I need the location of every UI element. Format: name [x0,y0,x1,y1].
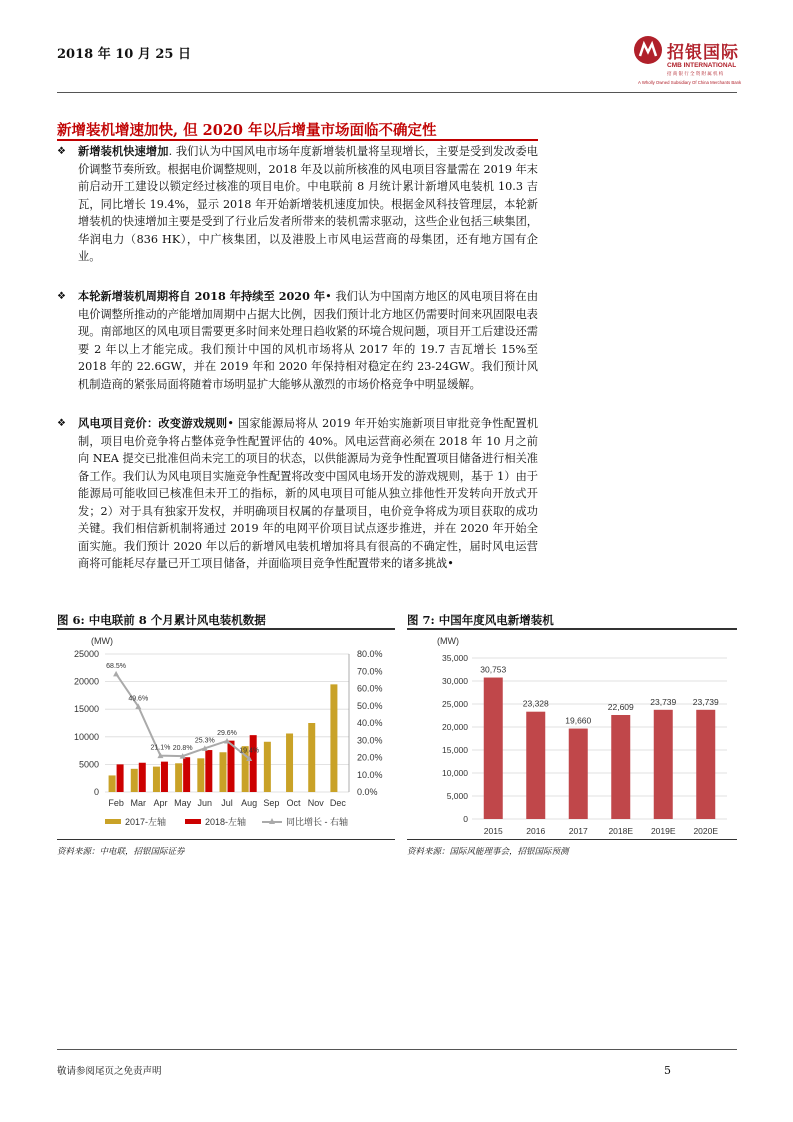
growth-data-label: 29.6% [217,729,237,737]
figure6-bottom-rule [57,839,395,840]
paragraph-3 [57,415,538,573]
bar-2017 [308,723,315,792]
y-left-tick-label: 15000 [73,704,99,715]
legend-label-2017: 2017-左轴 [125,817,167,827]
logo-text: 招银国际 [667,43,739,63]
x-tick-label: 2019E [650,826,676,836]
bar-2017 [330,684,337,792]
diamond-bullet-icon: ❖ [57,418,66,429]
bar-2018 [161,762,168,792]
y-right-tick-label: 30.0% [357,735,383,746]
bar-2018 [183,757,190,792]
paragraph-text: . 我们认为中国风电市场年度新增装机量将呈现增长，主要是受到发改委电价调整节奏所致。根据电价调整规则，2018 年及以前所核准的风电项目容量需在 2019 年末前启动开工建设以锁定经过核准的项目电价。中电联前 8 月统计累计新增风电装机 10.3 吉瓦，同比增长 19.4%，显示 2018 年开始新增装机速度加快。根据金风科技管理层，本轮新增装机的快速增加主要是受到了行业后发者所带来的装机需求驱动，这些企业包括三峡集团，华润电力（836 HK），中广核集团，以及港股上市风电运营商的母集团，还有地方国有企业。 [78,145,538,263]
growth-data-label: 68.5% [106,662,127,670]
bar [654,710,673,819]
y-right-tick-label: 10.0% [357,769,383,780]
bar-2017 [153,767,160,792]
y-left-tick-label: 20000 [73,676,99,687]
footer-divider [57,1049,737,1050]
x-tick-label: Nov [307,798,324,808]
x-tick-label: Jun [197,798,213,808]
legend-swatch-2017 [105,819,121,824]
bar-data-label: 22,609 [607,701,634,712]
y-right-tick-label: 50.0% [357,700,383,711]
diamond-bullet-icon: ❖ [57,146,66,157]
bar-2018 [228,741,235,792]
report-date: 2018 年 10 月 25 日 [57,47,191,62]
paragraph-lead: 风电项目竞价：改变游戏规则 [78,416,228,430]
x-tick-label: Mar [130,798,147,808]
y-right-tick-label: 80.0% [357,649,383,659]
x-tick-label: 2020E [693,826,719,836]
figure6-source: 资料来源：中电联，招银国际证券 [57,847,185,857]
legend-label-growth: 同比增长 - 右轴 [286,817,348,827]
x-tick-label: 2017 [568,826,588,836]
x-tick-label: 2016 [526,826,546,836]
growth-data-label: 20.8% [172,745,193,753]
figure7-bottom-rule [407,839,737,840]
bar-data-label: 30,753 [480,664,507,675]
y-right-tick-label: 60.0% [357,683,383,694]
diamond-bullet-icon: ❖ [57,291,66,302]
bar-2018 [139,763,146,792]
legend-label-2018: 2018-左轴 [205,817,247,827]
bar [484,678,503,819]
legend-swatch-2018 [185,819,201,824]
growth-data-label: 25.3% [194,737,215,745]
y-tick-label: 20,000 [442,722,468,732]
paragraph-lead: 本轮新增装机周期将自 2018 年持续至 2020 年 [78,289,326,303]
bar-data-label: 23,739 [650,696,677,707]
y-tick-label: 10,000 [442,768,468,778]
y-tick-label: 15,000 [442,745,468,755]
bar-2018 [117,764,124,792]
bar [569,729,588,819]
y-left-tick-label: 5000 [78,759,99,770]
bar-2017 [109,775,116,792]
figure6-rule [57,628,395,630]
bar-2018 [205,750,212,792]
figure6-chart [57,632,395,837]
bar-2017 [131,769,138,792]
page-number: 5 [664,1064,671,1077]
y-right-tick-label: 20.0% [357,752,383,763]
bar-2017 [220,752,227,792]
figure7-unit-label: (MW) [437,636,459,646]
x-tick-label: May [174,798,192,808]
bar [526,712,545,819]
disclaimer-note: 敬请参阅尾页之免责声明 [57,1066,162,1077]
paragraph-text: • 国家能源局将从 2019 年开始实施新项目审批竞争性配置机制，项目电价竞争将占整体竞争性配置评估的 40%。风电运营商必须在 2018 年 10 月之前向 NEA 提交已批准但尚未完工的项目的状态，以供能源局为竞争性配置项目储备进行相关准备工作。我们认为风电项目实施竞争性配置将改变中国风电场开发的游戏规则，基于 1）由于能源局可能收回已核准但未开工的指标，新的风电项目可能从独立排他性开发转向开放式开发；2）对于具有独家开发权，并明确项目权属的存量项目，电价竞争将成为项目获取的成功关键。我们相信新机制将通过 2019 年的电网平价项目试点逐步推进，并在 2020 年开始全面实施。我们预计 2020 年以后的新增风电装机增加将具有很高的不确定性，届时风电运营商将可能耗尽存量已开工项目储备，并面临项目竞争性配置带来的诸多挑战• [78,417,538,570]
growth-data-label: 19.4% [239,747,260,755]
bar-data-label: 23,328 [522,698,549,709]
y-tick-label: 25,000 [442,699,468,709]
y-right-tick-label: 40.0% [357,718,383,728]
bar-2018 [250,735,257,792]
paragraph-text: • 我们认为中国南方地区的风电项目将在由电价调整所推动的产能增加周期中占据大比例，因我们预计北方地区仍需要时间来巩固限电表现。南部地区的风电项目需要更多时间来处理日趋收紧的环境合规问题，项目开工后建设还需要 2 年以上才能完成。我们预计中国的风机市场将从 2017 年的 19.7 吉瓦增长 15%至 2018 年的 22.6GW，并在 2019 年和 2020 年保持相对稳定在约 23-24GW。我们预计风机制造商的紧张局面将随着市场明显扩大能够从激烈的市场价格竞争中明显缓解。 [78,290,539,391]
y-left-tick-label: 25000 [73,649,99,659]
section-title-rule [57,139,538,141]
x-tick-label: Jul [221,798,233,808]
paragraph-lead: 新增装机快速增加 [78,144,169,158]
section-title: 新增装机增速加快, 但 2020 年以后增量市场面临不确定性 [57,122,437,139]
bar [696,710,715,819]
x-tick-label: 2015 [483,826,503,836]
paragraph-2 [57,288,538,393]
figure7-title: 图 7: 中国年度风电新增装机 [407,613,554,627]
y-right-tick-label: 0.0% [357,787,378,797]
y-tick-label: 35,000 [442,653,468,663]
bar-2017 [175,763,182,792]
figure6-unit-label: (MW) [91,636,113,646]
paragraph-1 [57,143,538,266]
logo-tagline-en: A Wholly Owned Subsidiary Of China Merchants Bank [638,80,742,85]
y-tick-label: 0 [463,814,468,824]
bar-2017 [197,758,204,792]
x-tick-label: Feb [108,798,124,808]
growth-data-label: 49.6% [128,695,149,703]
x-tick-label: Oct [286,798,301,808]
bar-data-label: 23,739 [692,696,719,707]
y-tick-label: 5,000 [446,791,468,801]
figure7-rule [407,628,737,630]
x-tick-label: Aug [241,798,258,808]
x-tick-label: Sep [263,798,280,808]
figure7-chart [407,632,737,837]
bar [611,715,630,819]
y-left-tick-label: 10000 [73,731,99,742]
x-tick-label: Apr [153,798,168,808]
bar-2017 [286,733,293,792]
x-tick-label: 2018E [608,826,634,836]
logo-english: CMB INTERNATIONAL [667,62,737,69]
header-divider [57,92,737,93]
figure6-title: 图 6: 中电联前 8 个月累计风电装机数据 [57,613,266,627]
logo-tagline-cn: 招 商 银 行 全 资 附 属 机 构 [667,71,724,76]
y-right-tick-label: 70.0% [357,666,383,677]
y-left-tick-label: 0 [93,787,99,797]
bar-data-label: 19,660 [565,715,592,726]
x-tick-label: Dec [329,798,346,808]
figure7-source: 资料来源：国际风能理事会，招银国际预测 [407,847,569,857]
growth-data-label: 21.1% [150,744,171,752]
y-tick-label: 30,000 [442,676,468,686]
bar-2017 [264,742,271,792]
